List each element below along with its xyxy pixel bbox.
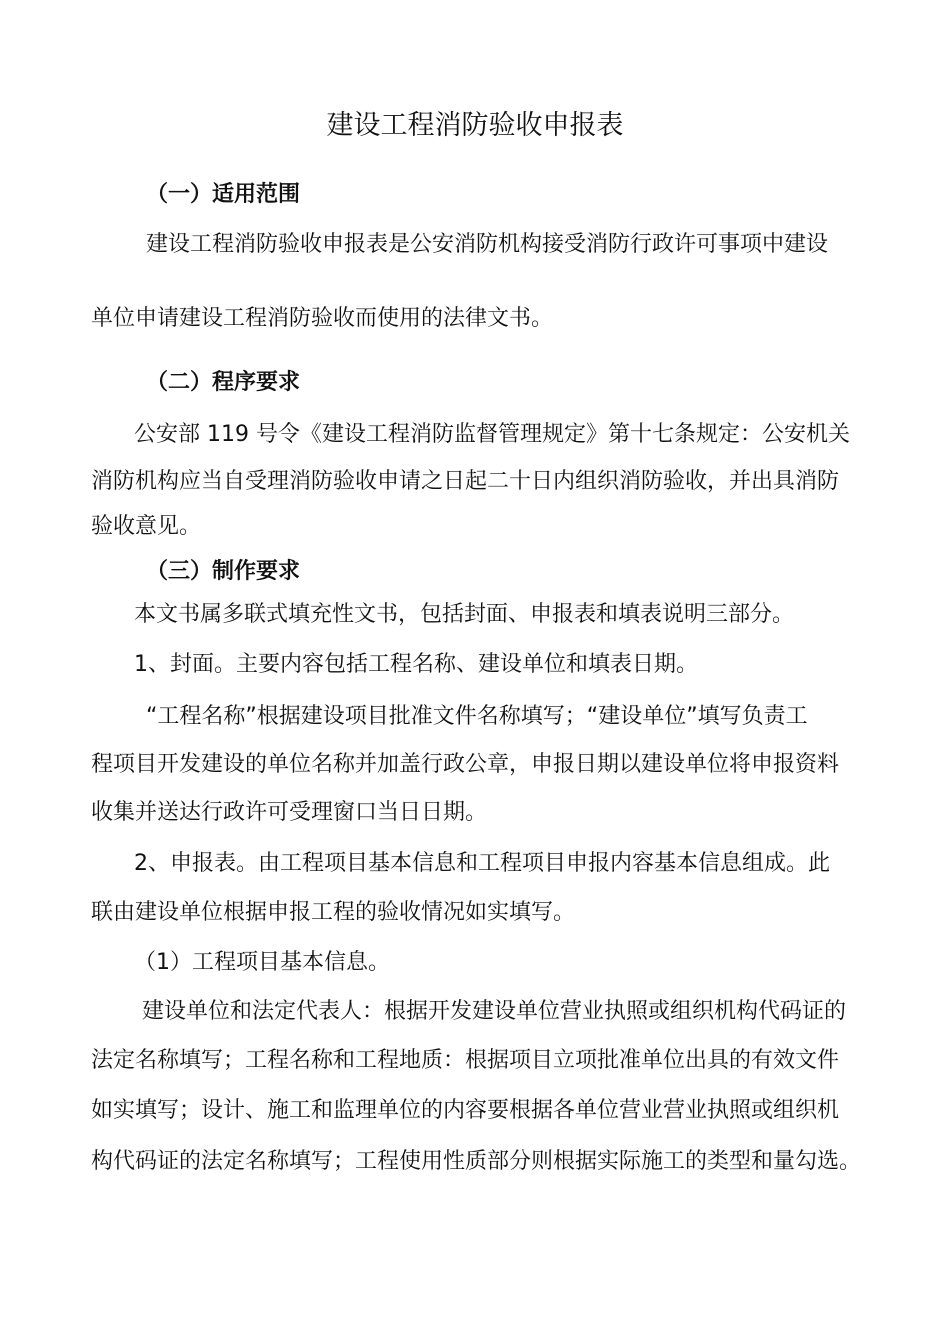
paragraph-line: 建设工程消防验收申报表是公安消防机构接受消防行政许可事项中建设 [146, 232, 829, 257]
document-title: 建设工程消防验收申报表 [326, 110, 624, 141]
paragraph-line: 构代码证的法定名称填写；工程使用性质部分则根据实际施工的类型和量勾选。 [91, 1149, 862, 1174]
paragraph-line: 程项目开发建设的单位名称并加盖行政公章，申报日期以建设单位将申报资料 [91, 752, 840, 777]
paragraph-line: 2、申报表。由工程项目基本信息和工程项目申报内容基本信息组成。此 [134, 851, 830, 876]
paragraph-line: 验收意见。 [91, 514, 202, 539]
paragraph-line: 1、封面。主要内容包括工程名称、建设单位和填表日期。 [134, 652, 698, 677]
paragraph-line: “工程名称”根据建设项目批准文件名称填写；“建设单位”填写负责工 [146, 704, 808, 729]
paragraph-line: 消防机构应当自受理消防验收申请之日起二十日内组织消防验收，并出具消防 [91, 469, 840, 494]
paragraph-line: 单位申请建设工程消防验收而使用的法律文书。 [91, 306, 554, 331]
paragraph-line: 本文书属多联式填充性文书，包括封面、申报表和填表说明三部分。 [134, 602, 795, 627]
paragraph-line: 法定名称填写；工程名称和工程地质：根据项目立项批准单位出具的有效文件 [91, 1048, 840, 1073]
paragraph-line: 联由建设单位根据申报工程的验收情况如实填写。 [91, 900, 576, 925]
paragraph-line: （1）工程项目基本信息。 [134, 950, 390, 975]
paragraph-line: 如实填写；设计、施工和监理单位的内容要根据各单位营业营业执照或组织机 [91, 1098, 840, 1123]
section-heading-procedure: （二）程序要求 [146, 370, 301, 395]
section-heading-scope: （一）适用范围 [146, 182, 301, 207]
paragraph-line: 建设单位和法定代表人：根据开发建设单位营业执照或组织机构代码证的 [142, 999, 847, 1024]
section-heading-production: （三）制作要求 [146, 559, 301, 584]
paragraph-line: 收集并送达行政许可受理窗口当日日期。 [91, 800, 488, 825]
paragraph-line: 公安部 119 号令《建设工程消防监督管理规定》第十七条规定：公安机关 [134, 422, 850, 447]
